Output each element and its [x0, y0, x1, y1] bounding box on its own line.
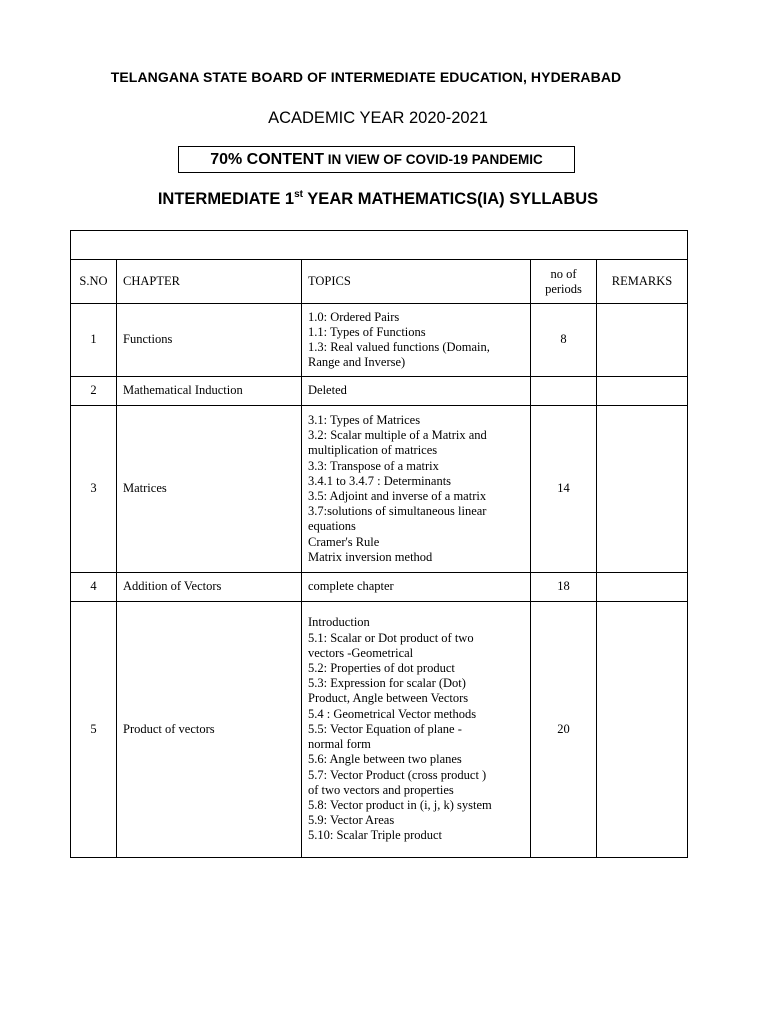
topic-line: Introduction — [308, 615, 370, 630]
topic-line: 5.1: Scalar or Dot product of two — [308, 630, 474, 645]
row-remarks — [597, 377, 688, 406]
row-sno: 5 — [71, 602, 117, 858]
row-remarks — [597, 406, 688, 573]
table-row — [71, 377, 688, 406]
topic-line: Product, Angle between Vectors — [308, 691, 469, 706]
row-topics — [302, 573, 531, 602]
table-row — [71, 304, 688, 377]
topic-line: complete chapter — [308, 579, 394, 594]
topic-line: 3.5: Adjoint and inverse of a matrix — [308, 489, 487, 503]
topic-line: vectors -Geometrical — [308, 645, 414, 660]
topic-line: Matrix inversion method — [308, 549, 433, 564]
topic-line: Range and Inverse) — [308, 355, 406, 370]
row-chapter: Product of vectors — [117, 602, 302, 858]
covid-notice-percent: 70% CONTENT — [210, 151, 324, 168]
syllabus-table — [70, 230, 688, 858]
topic-line: 3.4.1 to 3.4.7 : Determinants — [308, 473, 452, 488]
header-chapter: CHAPTER — [117, 260, 302, 304]
syllabus-title-sup: st — [294, 189, 304, 200]
topic-line: 5.4 : Geometrical Vector methods — [308, 706, 477, 721]
topic-line: 3.1: Types of Matrices — [308, 412, 421, 427]
topic-line: equations — [308, 519, 356, 534]
row-remarks — [597, 602, 688, 858]
topic-line: Deleted — [308, 383, 347, 398]
academic-year: ACADEMIC YEAR 2020-2021 — [268, 109, 488, 127]
topic-line: 5.10: Scalar Triple product — [308, 828, 443, 843]
topic-line: 5.6: Angle between two planes — [308, 752, 462, 767]
header-remarks: REMARKS — [597, 260, 688, 304]
row-sno: 1 — [71, 304, 117, 377]
row-chapter: Addition of Vectors — [117, 573, 302, 602]
board-title-text: TELANGANA STATE BOARD OF INTERMEDIATE EDUCATION, HYDERABAD — [110, 69, 622, 85]
topic-line: of two vectors and properties — [308, 782, 454, 797]
covid-notice-text: IN VIEW OF COVID-19 PANDEMIC — [324, 152, 543, 167]
topic-line: Cramer's Rule — [308, 534, 380, 549]
table-row — [71, 602, 688, 858]
topic-line: 5.8: Vector product in (i, j, k) system — [308, 797, 492, 812]
topic-line: 5.5: Vector Equation of plane - — [308, 721, 462, 736]
row-sno: 2 — [71, 377, 117, 406]
syllabus-title-pre: INTERMEDIATE 1 — [157, 190, 295, 208]
topic-line: 1.0: Ordered Pairs — [308, 309, 400, 324]
header-periods-line1: no of — [550, 266, 577, 281]
row-chapter: Functions — [117, 304, 302, 377]
topic-line: 5.9: Vector Areas — [308, 813, 395, 828]
row-periods: 18 — [531, 573, 597, 602]
topic-line: 5.3: Expression for scalar (Dot) — [308, 676, 466, 691]
row-topics — [302, 377, 531, 406]
topic-line: normal form — [308, 737, 371, 752]
table-blank-header-cell — [71, 231, 688, 260]
topic-line: 3.7:solutions of simultaneous linear — [308, 504, 487, 519]
topic-line: 1.1: Types of Functions — [308, 324, 426, 339]
table-header-row — [71, 260, 688, 304]
row-chapter: Mathematical Induction — [117, 377, 302, 406]
row-periods: 14 — [531, 406, 597, 573]
row-periods: 20 — [531, 602, 597, 858]
header-periods-line2: periods — [545, 281, 582, 296]
row-remarks — [597, 573, 688, 602]
table-blank-header-row — [71, 231, 688, 260]
row-topics — [302, 304, 531, 377]
header-topics: TOPICS — [302, 260, 531, 304]
row-topics — [302, 602, 531, 858]
topic-line: 1.3: Real valued functions (Domain, — [308, 340, 490, 354]
topic-line: 5.7: Vector Product (cross product ) — [308, 767, 487, 782]
topic-line: 3.3: Transpose of a matrix — [308, 458, 439, 473]
row-sno: 3 — [71, 406, 117, 573]
row-topics — [302, 406, 531, 573]
row-remarks — [597, 304, 688, 377]
table-row — [71, 406, 688, 573]
header-periods — [531, 260, 597, 304]
header-sno: S.NO — [71, 260, 117, 304]
row-periods — [531, 377, 597, 406]
covid-notice-box — [178, 146, 575, 173]
row-chapter: Matrices — [117, 406, 302, 573]
topic-line: 3.2: Scalar multiple of a Matrix and — [308, 428, 487, 443]
table-row — [71, 573, 688, 602]
topic-line: 5.2: Properties of dot product — [308, 661, 455, 676]
syllabus-title — [0, 190, 756, 209]
topic-line: multiplication of matrices — [308, 443, 438, 458]
syllabus-title-post: YEAR MATHEMATICS(IA) SYLLABUS — [303, 190, 599, 208]
row-periods: 8 — [531, 304, 597, 377]
board-title — [0, 69, 732, 85]
row-sno: 4 — [71, 573, 117, 602]
